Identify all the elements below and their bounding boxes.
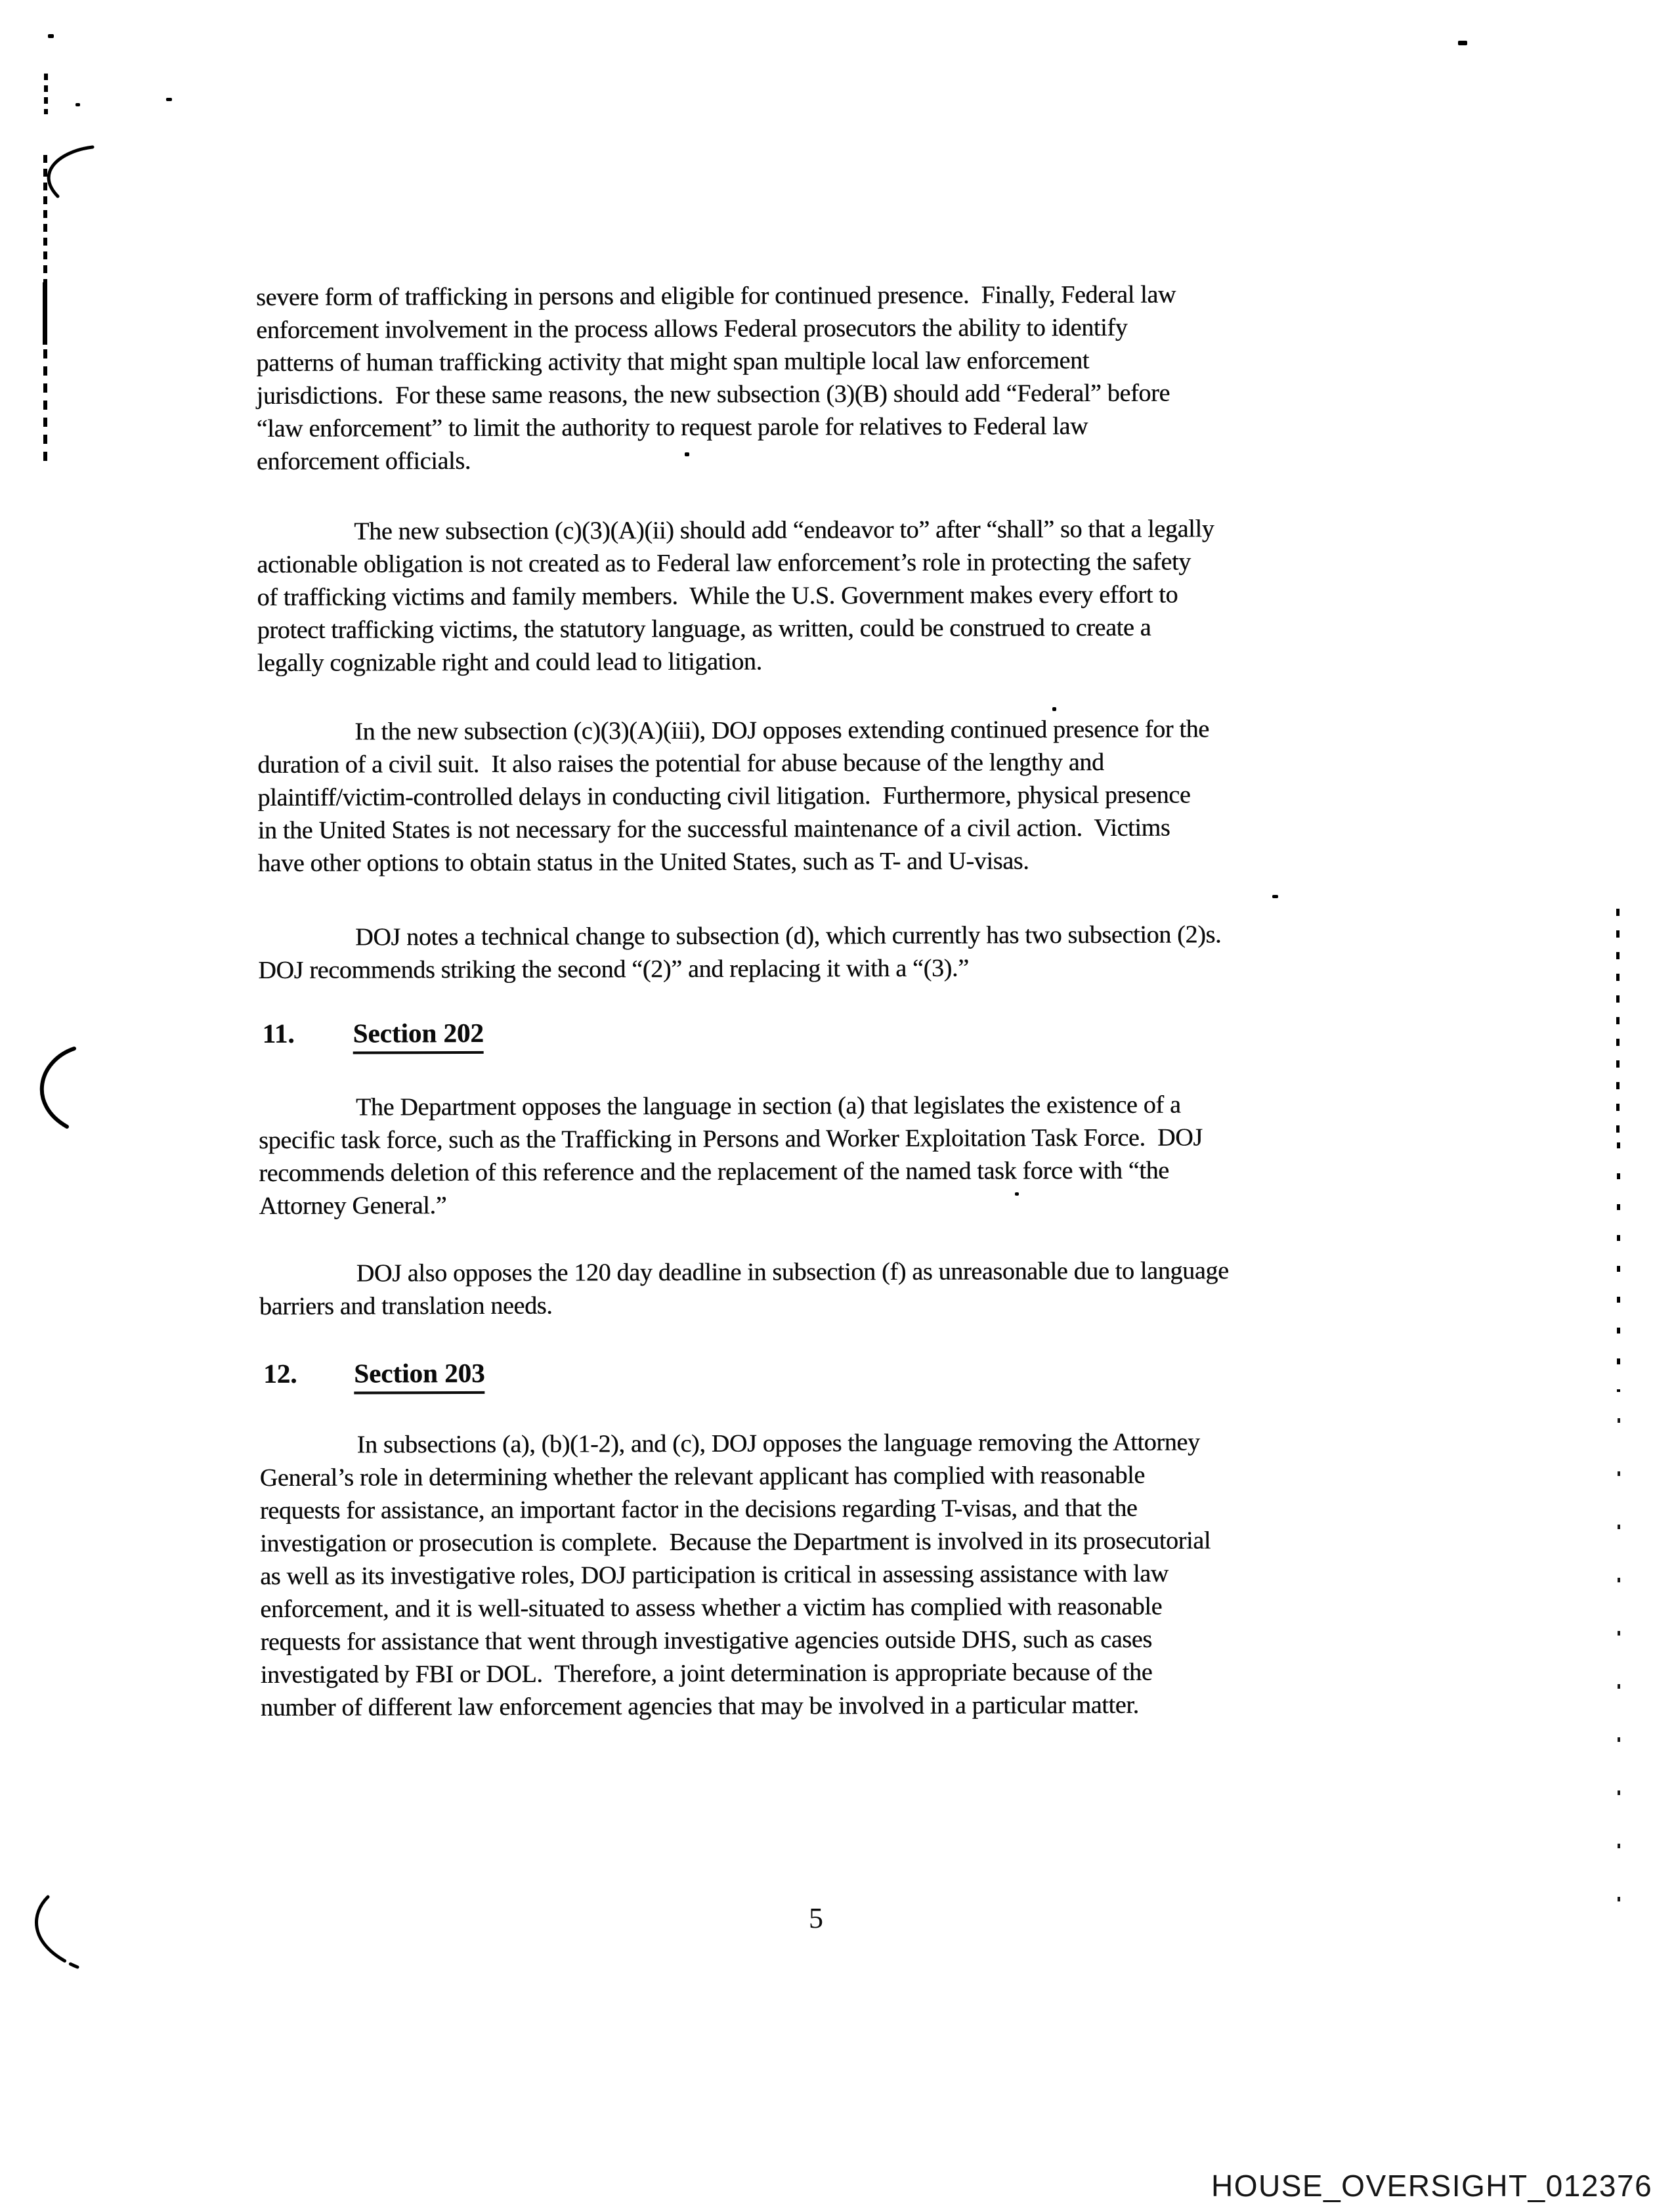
scan-arc-artifact — [49, 147, 93, 196]
paragraph: The new subsection (c)(3)(A)(ii) should add “endeavor to” after “shall” so that a legally actionable obligation is not created as to Federal law enforcement’s role in protecting the safety of trafficking victims and family members. While the U.S. Government makes every effort to protect trafficking victims, the statutory language, as written, could be construed to create a legally cognizable right and could lead to litigation. — [257, 515, 1214, 677]
paragraph: In subsections (a), (b)(1-2), and (c), DOJ opposes the language removing the Attorney General’s role in determining whether the relevant applicant has complied with reasonable requests for assistance, an important factor in the decisions regarding T-visas, and that the investigation or prosecution is complete. Because the Department is involved in its prosecutorial as well as its investigative roles, DOJ participation is critical in assessing assistance with law enforcement, and it is well-situated to assess whether a victim has complied with reasonable requests for assistance that went through investigative agencies outside DHS, such as cases investigated by FBI or DOL. Therefore, a joint determination is appropriate because of the number of different law enforcement agencies that may be involved in a particular matter. — [259, 1428, 1211, 1722]
paragraph: severe form of trafficking in persons and eligible for continued presence. Finally, Federal law enforcement involvement in the process allows Federal prosecutors the ability to identify patterns of human trafficking activity that might span multiple local law enforcement jurisdictions. For these same reasons, the new subsection (3)(B) should add “Federal” before “law enforcement” to limit the authority to request parole for relatives to Federal law enforcement officials. — [256, 280, 1176, 475]
section-number: 12. — [263, 1358, 297, 1389]
paragraph: DOJ notes a technical change to subsection (d), which currently has two subsection (2)s. DOJ recommends striking the second “(2)” and replacing it with a “(3).” — [258, 921, 1222, 984]
section-title: Section 202 — [353, 1016, 484, 1054]
page-number: 5 — [809, 1902, 823, 1934]
paragraph: DOJ also opposes the 120 day deadline in subsection (f) as unreasonable due to language barriers and translation needs. — [259, 1257, 1229, 1320]
bates-stamp: HOUSE_OVERSIGHT_012376 — [1211, 2169, 1653, 2203]
scan-arc-artifact — [42, 1049, 74, 1127]
section-number: 11. — [262, 1018, 295, 1049]
paragraph: The Department opposes the language in section (a) that legislates the existence of a specific task force, such as the Trafficking in Persons and Worker Exploitation Task Force. DOJ recommends deletion of this reference and the replacement of the named task force with “the Attorney General.” — [259, 1091, 1203, 1220]
section-title: Section 203 — [354, 1356, 484, 1395]
scan-arc-artifact — [37, 1897, 77, 1967]
paragraph: In the new subsection (c)(3)(A)(iii), DOJ opposes extending continued presence for the duration of a civil suit. It also raises the potential for abuse because of the lengthy and plaintiff/victim-controlled delays in conducting civil litigation. Furthermore, physical presence in the United States is not necessary for the successful maintenance of a civil action. Victims have other options to obtain status in the United States, such as T- and U-visas. — [257, 715, 1209, 877]
